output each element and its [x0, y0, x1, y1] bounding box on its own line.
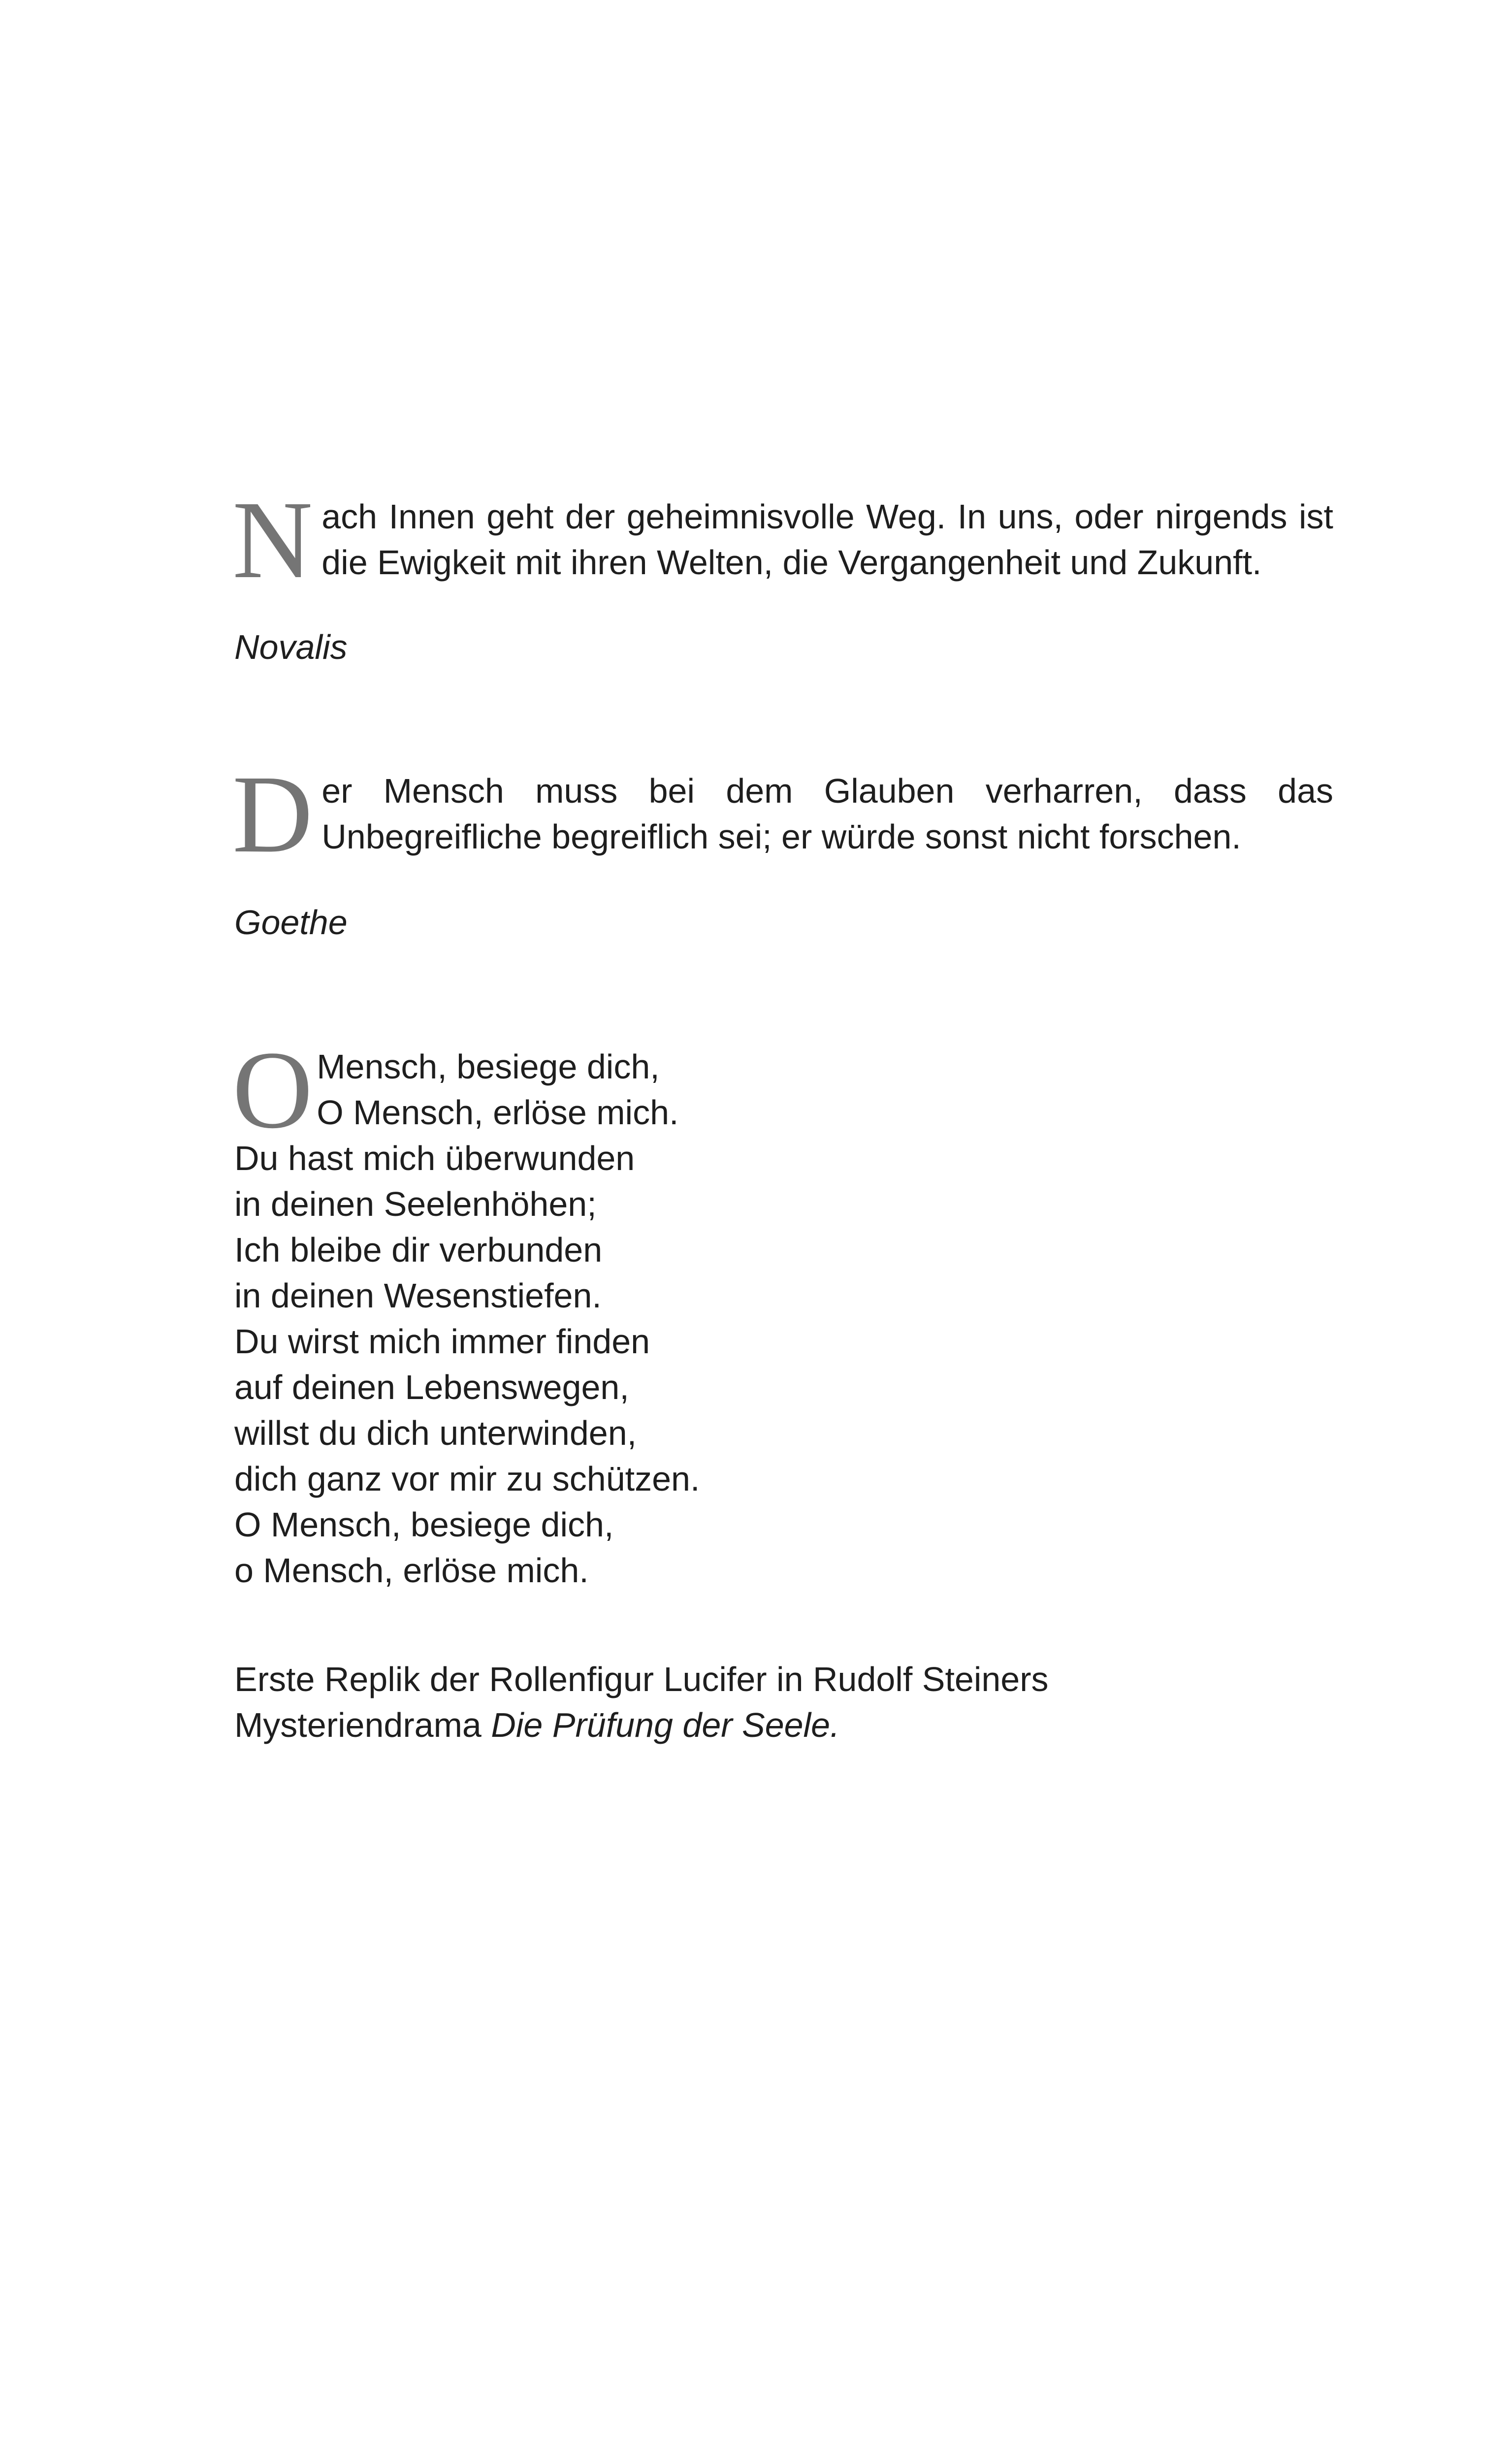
quote-text: ach Innen geht der geheimnisvolle Weg. In uns, oder nirgends ist die Ewigkeit mit ihren Welten, die Vergangenheit und Zukunft.: [322, 497, 1333, 582]
source-text: [234, 1657, 1333, 1748]
quote-paragraph: [232, 478, 1333, 601]
source-attribution: [234, 1657, 1333, 1748]
poem-line: Ich bleibe dir verbunden: [234, 1231, 603, 1269]
poem-line: o Mensch, erlöse mich.: [234, 1551, 589, 1590]
quote-author: Novalis: [234, 628, 348, 666]
quote-goethe: [232, 752, 1333, 876]
drop-cap: O: [232, 1028, 313, 1151]
poem-line: O Mensch, erlöse mich.: [317, 1093, 679, 1132]
poem-stanza: [232, 1028, 1333, 1594]
drop-cap: N: [232, 478, 313, 601]
poem-line: in deinen Seelenhöhen;: [234, 1185, 597, 1223]
poem: [232, 1028, 1333, 1594]
poem-line: Du wirst mich immer finden: [234, 1322, 650, 1361]
poem-line: willst du dich unterwinden,: [234, 1414, 637, 1452]
quote-paragraph: [232, 752, 1333, 876]
poem-line: Du hast mich überwunden: [234, 1139, 635, 1177]
work-title: Die Prüfung der Seele.: [491, 1706, 840, 1744]
poem-line: in deinen Wesenstiefen.: [234, 1276, 602, 1315]
drop-cap: D: [232, 752, 313, 876]
poem-line: O Mensch, besiege dich,: [234, 1505, 614, 1544]
source-prefix: Mysteriendrama: [234, 1706, 491, 1744]
source-line: Erste Replik der Rollenfigur Lucifer in Rudolf Steiners: [234, 1660, 1049, 1698]
source-line: [234, 1702, 1333, 1748]
quote-novalis: [232, 478, 1333, 601]
poem-line: Mensch, besiege dich,: [317, 1047, 660, 1086]
quote-text: er Mensch muss bei dem Glauben verharren, dass das Unbegreifliche begreiflich sei; er würde sonst nicht forschen.: [322, 772, 1333, 856]
poem-line: dich ganz vor mir zu schützen.: [234, 1460, 700, 1498]
poem-line: auf deinen Lebenswegen,: [234, 1368, 629, 1406]
quote-author: Goethe: [234, 903, 348, 942]
